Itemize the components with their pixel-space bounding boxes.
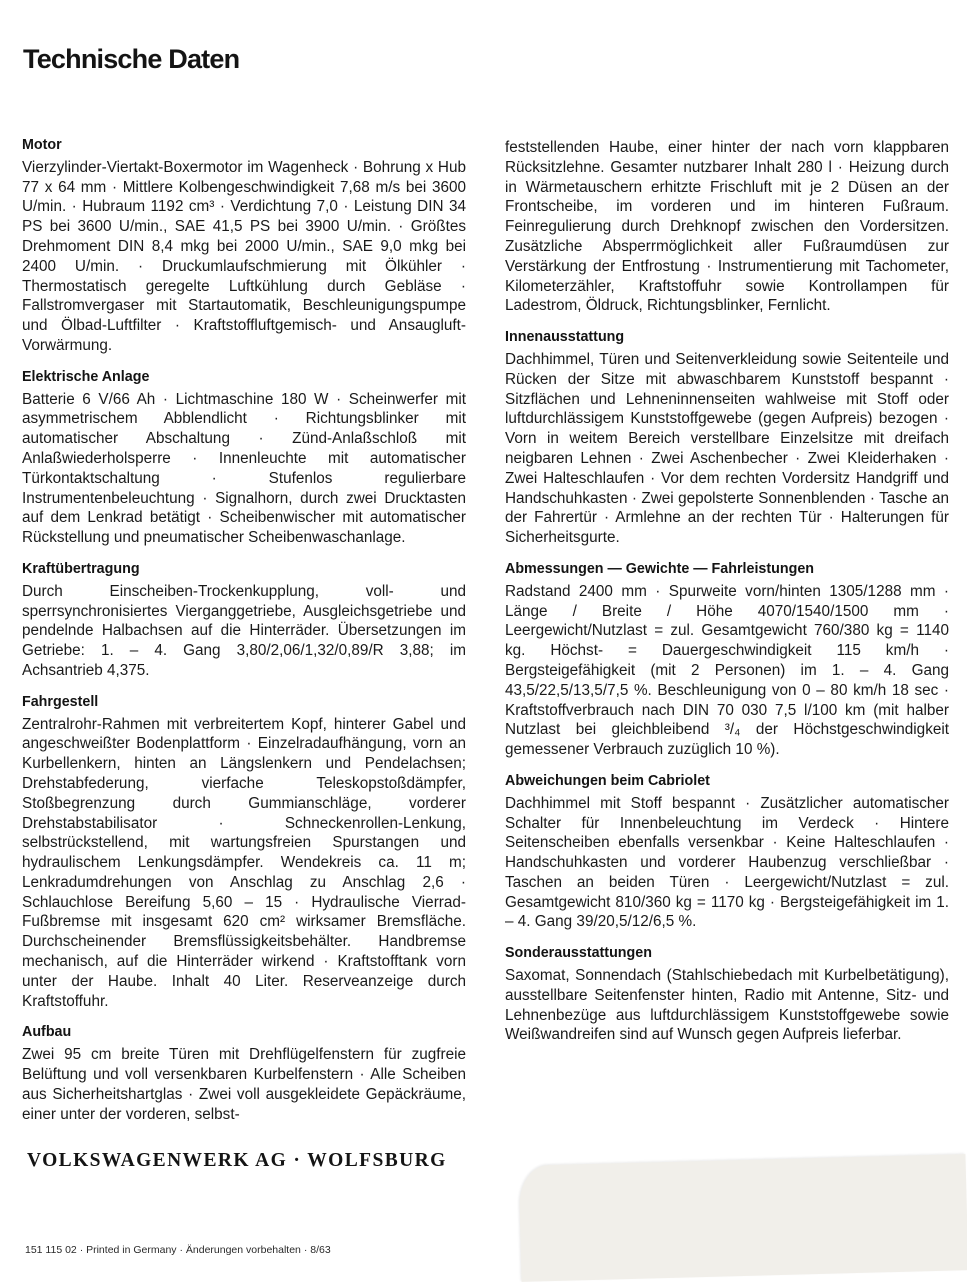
section-text: Dachhimmel mit Stoff bespannt · Zusätzlicher automatischer Schalter für Innenbeleuchtung im Verdeck · Hintere Seitenscheiben ebenfalls versenkbar · Keine Halteschlaufen · Handschuhkasten und vorderer Haubenzug verschließbar · Taschen an beiden Türen · Leergewicht/Nutzlast = zul. Gesamtgewicht 810/360 kg = 1170 kg · Bergsteigefähigkeit im 1. – 4. Gang 39/20,5/12/6,5 %. — [505, 794, 949, 931]
section-heading: Abweichungen beim Cabriolet — [505, 772, 710, 789]
section-kraftuebertragung — [22, 560, 466, 681]
section-motor — [22, 136, 466, 356]
company-name: VOLKSWAGENWERK AG · WOLFSBURG — [27, 1150, 447, 1171]
section-heading: Innenausstattung — [505, 329, 625, 346]
section-aufbau-continued — [505, 138, 949, 316]
section-text: Vierzylinder-Viertakt-Boxermotor im Wagenheck · Bohrung x Hub 77 x 64 mm · Mittlere Kolbengeschwindigkeit 7,68 m/s bei 3600 U/min. · Hubraum 1192 cm³ · Verdichtung 7,0 · Leistung DIN 34 PS bei 3600 U/min., SAE 41,5 PS bei 3900 U/min. · Größtes Drehmoment DIN 8,4 mkg bei 2000 U/min., SAE 9,0 mkg bei 2400 U/min. · Druckumlaufschmierung mit Ölkühler · Thermostatisch geregelte Luftkühlung durch Gebläse · Fallstromvergaser mit Startautomatik, Beschleunigungspumpe und Ölbad-Luftfilter · Kraftstoffluftgemisch- und Ansaugluft-Vorwärmung. — [22, 158, 466, 354]
section-heading: Kraftübertragung — [22, 560, 140, 577]
torn-sticker — [519, 1154, 967, 1282]
section-elektrische-anlage — [22, 368, 466, 548]
section-fahrgestell — [22, 693, 466, 1012]
section-text: Dachhimmel, Türen und Seitenverkleidung sowie Seitenteile und Rücken der Sitze mit abwaschbarem Kunststoff bespannt · Sitzflächen und Lehneninnenseiten wahlweise mit Stoff oder luftdurchlässigem Kunststoffgewebe (gegen Aufpreis) bezogen · Vorn in weitem Bereich verstellbare Einzelsitze mit dreifach neigbaren Lehnen · Zwei Aschenbecher · Zwei Kleiderhaken · Zwei Halteschlaufen · Vor dem rechten Vordersitz Handgriff und Handschuhkasten · Zwei gepolsterte Sonnenblenden · Tasche an der Fahrertür · Armlehne an der rechten Tür · Halterungen für Sicherheitsgurte. — [505, 350, 949, 547]
section-heading: Abmessungen — Gewichte — Fahrleistungen — [505, 560, 815, 577]
section-heading: Motor — [22, 137, 62, 153]
section-abmessungen — [505, 560, 949, 760]
page-title: Technische Daten — [23, 44, 240, 74]
section-aufbau — [22, 1023, 466, 1124]
section-cabriolet — [505, 772, 949, 932]
section-heading: Aufbau — [22, 1024, 72, 1041]
section-text: Zentralrohr-Rahmen mit verbreitertem Kopf, hinterer Gabel und angeschweißter Bodenplattform · Einzelradaufhängung, vorn an Kurbellenkern, hinten an Längslenkern und Pendelachsen; Drehstabfederung, vierfache Teleskopstoßdämpfer, Stoßbegrenzung durch Gummianschläge, vorderer Drehstabstabilisator · Schneckenrollen-Lenkung, selbstrückstellend, mit wartungsfreien Spurstangen und hydraulischem Lenkungsdämpfer. Wendekreis ca. 11 m; Lenkradumdrehungen von Anschlag zu Anschlag 2,6 · Schlauchlose Bereifung 5,60 – 15 · Hydraulische Vierrad-Fußbremse mit insgesamt 620 cm² wirksamer Bremsfläche. Durchscheinender Bremsflüssigkeitsbehälter. Handbremse mechanisch, auf die Hinterräder wirkend · Kraftstofftank vorn unter der Haube. Inhalt 40 Liter. Reserveanzeige durch Kraftstoffuhr. — [22, 715, 466, 1010]
section-text: Zwei 95 cm breite Türen mit Drehflügelfenstern für zugfreie Belüftung und voll versenkbaren Kurbelfenstern · Alle Scheiben aus Sicherheitshartglas · Zwei voll ausgekleidete Gepäckräume, einer unter der vorderen, selbst- — [22, 1046, 466, 1123]
section-text: Radstand 2400 mm · Spurweite vorn/hinten 1305/1288 mm · Länge / Breite / Höhe 4070/1540/1500 mm · Leergewicht/Nutzlast = zul. Gesamtgewicht 760/380 kg = 1140 kg. Höchst- = Dauergeschwindigkeit 115 km/h · Bergsteigefähigkeit (mit 2 Personen) im 1. – 4. Gang 43,5/22,5/13,5/7,5 %. Beschleunigung von 0 – 80 km/h 18 sec · Kraftstoffverbrauch nach DIN 70 030 7,5 l/100 km (mit halber Nutzlast bei gleichbleibend ³/₄ der Höchstgeschwindigkeit gemessener Verbrauch zuzüglich 10 %). — [505, 582, 949, 759]
section-text: Batterie 6 V/66 Ah · Lichtmaschine 180 W · Scheinwerfer mit asymmetrischem Abblendlicht · Richtungsblinker mit automatischer Abschaltung · Zünd-Anlaßschloß mit Anlaßwiederholsperre · Innenleuchte mit automatischer Türkontaktschaltung · Stufenlos regulierbare Instrumentenbeleuchtung · Signalhorn, durch zwei Drucktasten auf dem Lenkrad betätigt · Scheibenwischer mit automatischer Rückstellung und pneumatischer Scheibenwaschanlage. — [22, 390, 466, 547]
section-text: Durch Einscheiben-Trockenkupplung, voll- und sperrsynchronisiertes Vierganggetriebe, Ausgleichsgetriebe und pendelnde Halbachsen auf die Hinterräder. Übersetzungen im Getriebe: 1. – 4. Gang 3,80/2,06/1,32/0,89/R 3,88; im Achsantrieb 4,375. — [22, 582, 466, 679]
left-column — [22, 136, 466, 1136]
section-sonderausstattungen — [505, 944, 949, 1045]
section-heading: Elektrische Anlage — [22, 368, 150, 385]
right-column — [505, 136, 949, 1057]
imprint-line: 151 115 02 · Printed in Germany · Änderungen vorbehalten · 8/63 — [25, 1244, 331, 1256]
section-innenausstattung — [505, 328, 949, 548]
section-text: feststellenden Haube, einer hinter der nach vorn klappbaren Rücksitzlehne. Gesamter nutzbarer Inhalt 280 l · Heizung durch in Wärmetauschern erhitzte Frischluft mit je 2 Düsen an der Frontscheibe, im vorderen und im hinteren Fußraum. Feinregulierung durch Drehknopf zwischen den Vordersitzen. Zusätzliche Absperrmöglichkeit aller Fußraumdüsen zur Verstärkung der Entfrostung · Instrumentierung mit Tachometer, Kilometerzähler, Kraftstoffuhr sowie Kontrollampen für Ladestrom, Öldruck, Richtungsblinker, Fernlicht. — [505, 139, 949, 315]
section-heading: Fahrgestell — [22, 693, 99, 710]
section-text: Saxomat, Sonnendach (Stahlschiebedach mit Kurbelbetätigung), ausstellbare Seitenfenster hinten, Radio mit Antenne, Sitz- und Lehnenbezüge aus luftdurchlässigem Kunststoffgewebe sowie Weißwandreifen sind auf Wunsch gegen Aufpreis lieferbar. — [505, 967, 949, 1044]
section-heading: Sonderausstattungen — [505, 945, 652, 962]
